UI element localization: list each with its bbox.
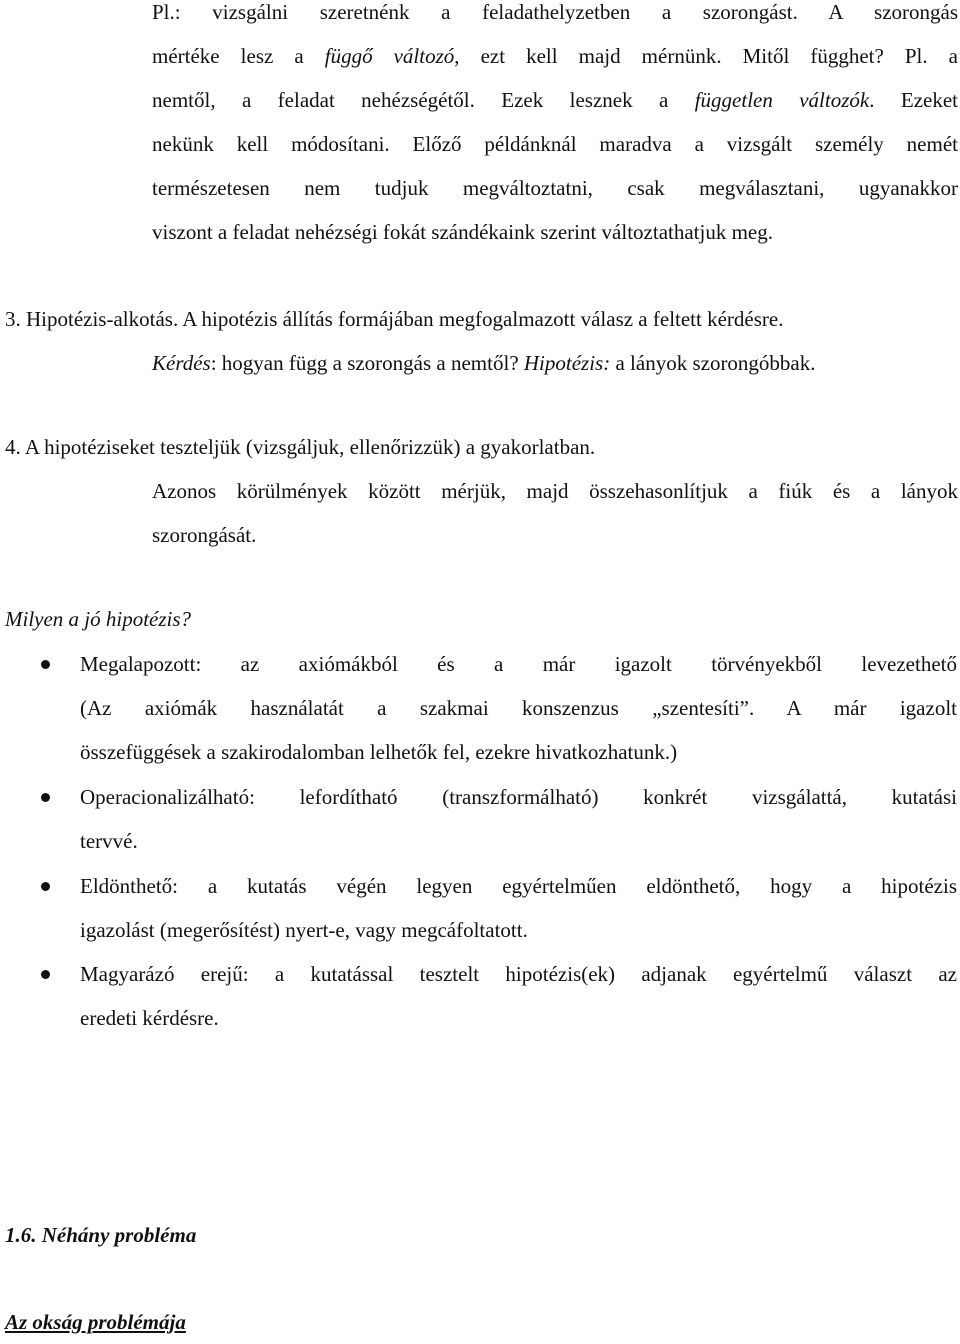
- item4-line2: Azonos körülmények között mérjük, majd összehasonlítjuk a fiúk és a lányok: [152, 479, 958, 503]
- item4-line1: 4. A hipotéziseket teszteljük (vizsgáljuk, ellenőrizzük) a gyakorlatban.: [5, 435, 596, 459]
- para1-line4: nekünk kell módosítani. Előző példánknál maradva a vizsgált személy nemét: [152, 132, 958, 156]
- bullet2-line1: Operacionalizálható: lefordítható (transzformálható) konkrét vizsgálattá, kutatási: [80, 785, 957, 809]
- item4-line3: szorongását.: [152, 523, 257, 547]
- subsection-heading: Az okság problémája: [5, 1310, 186, 1334]
- section-heading: 1.6. Néhány probléma: [5, 1223, 197, 1247]
- bullet1-line1: Megalapozott: az axiómákból és a már igazolt törvényekből levezethető: [80, 652, 957, 676]
- para1-line2: [152, 34, 958, 78]
- item3-line1: 3. Hipotézis-alkotás. A hipotézis állítás formájában megfogalmazott válasz a feltett kérdésre.: [5, 307, 784, 331]
- bullet-dot: [41, 970, 50, 979]
- item3-line2: [152, 341, 816, 385]
- para1-line1: Pl.: vizsgálni szeretnénk a feladathelyzetben a szorongást. A szorongás: [152, 0, 958, 24]
- text-run: a lányok szorongóbbak.: [610, 351, 816, 375]
- bullet4-line1: Magyarázó erejű: a kutatással tesztelt hipotézis(ek) adjanak egyértelmű választ az: [80, 962, 957, 986]
- italic-term: Kérdés: [152, 351, 211, 375]
- text-run: : hogyan függ a szorongás a nemtől?: [210, 351, 524, 375]
- question-heading: Milyen a jó hipotézis?: [5, 607, 192, 631]
- para1-line3: [152, 78, 958, 122]
- para1-line5: természetesen nem tudjuk megváltoztatni, csak megválasztani, ugyanakkor: [152, 176, 958, 200]
- text-run: , ezt kell majd mérnünk. Mitől függhet? Pl. a: [454, 44, 958, 68]
- bullet-dot: [41, 882, 50, 891]
- bullet1-line2: (Az axiómák használatát a szakmai konszenzus „szentesíti”. A már igazolt: [80, 696, 957, 720]
- bullet3-line1: Eldönthető: a kutatás végén legyen egyértelműen eldönthető, hogy a hipotézis: [80, 874, 957, 898]
- italic-term: függő változó: [324, 44, 455, 68]
- bullet2-line2: tervvé.: [80, 829, 138, 853]
- para1-line6: viszont a feladat nehézségi fokát szándékaink szerint változtathatjuk meg.: [152, 220, 774, 244]
- italic-term: független változók: [694, 88, 870, 112]
- bullet-dot: [41, 660, 50, 669]
- text-run: nemtől, a feladat nehézségétől. Ezek lesznek a: [152, 88, 695, 112]
- text-run: mértéke lesz a: [152, 44, 325, 68]
- text-run: . Ezeket: [869, 88, 958, 112]
- italic-term: Hipotézis:: [523, 351, 611, 375]
- bullet4-line2: eredeti kérdésre.: [80, 1006, 219, 1030]
- bullet3-line2: igazolást (megerősítést) nyert-e, vagy megcáfoltatott.: [80, 918, 528, 942]
- bullet-dot: [41, 793, 50, 802]
- bullet1-line3: összefüggések a szakirodalomban lelhetők fel, ezekre hivatkozhatunk.): [80, 740, 678, 764]
